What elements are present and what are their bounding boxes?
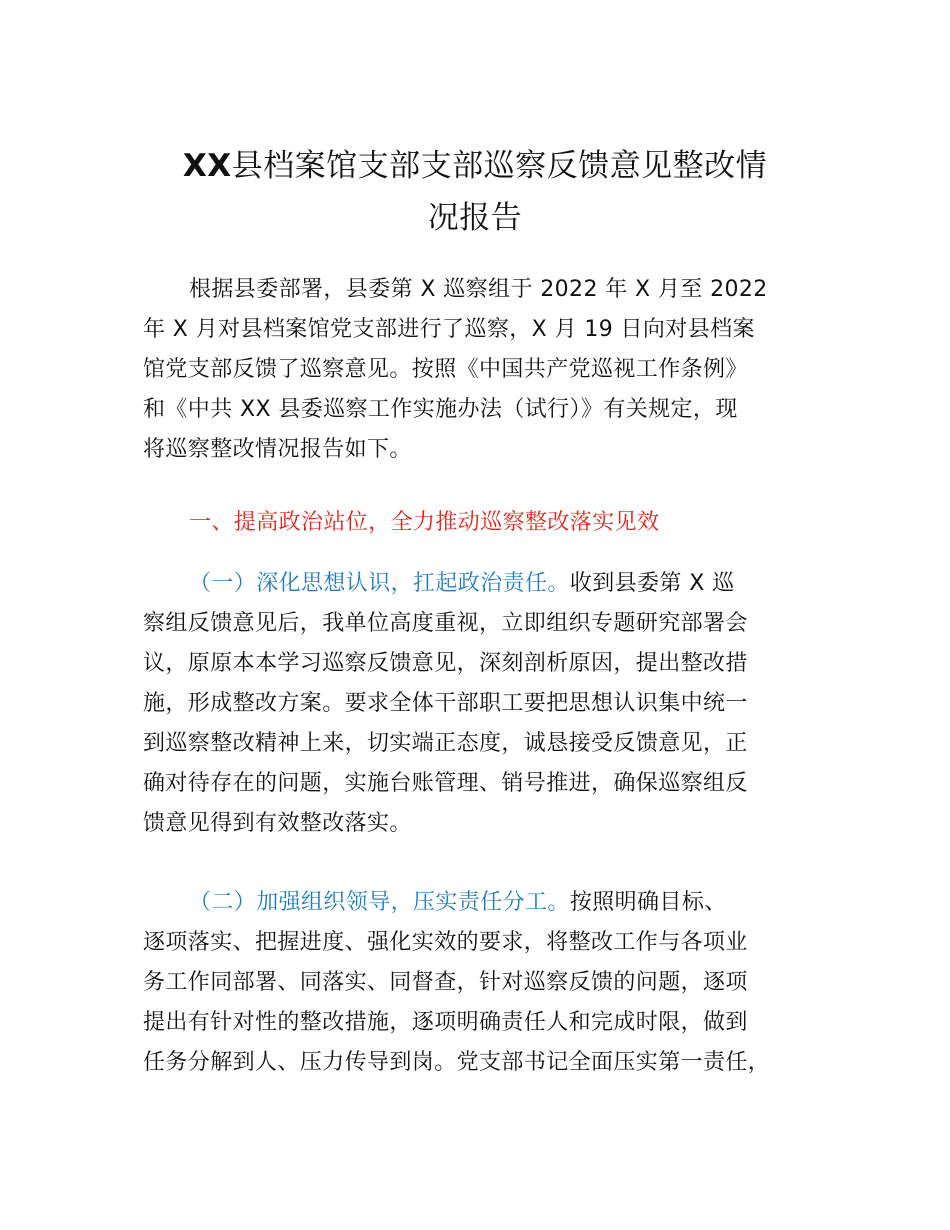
subsection-1-line: 施，形成整改方案。要求全体干部职工要把思想认识集中统一 [143, 691, 748, 716]
section-heading-1: 一、提高政治站位，全力推动巡察整改落实见效 [189, 510, 660, 535]
intro-line: 根据县委部署，县委第 X 巡察组于 2022 年 X 月至 2022 [189, 277, 768, 302]
subsection-2-line: 任务分解到人、压力传导到岗。党支部书记全面压实第一责任， [143, 1050, 771, 1075]
subsection-2-first-text: 按照明确目标、 [569, 890, 727, 915]
subsection-1-first-line [143, 564, 823, 604]
intro-line: 年 X 月对县档案馆党支部进行了巡察，X 月 19 日向对县档案 [143, 317, 755, 342]
subsection-2-line: 务工作同部署、同落实、同督查，针对巡察反馈的问题，逐项 [143, 970, 748, 995]
document-title-line-1 [140, 143, 810, 189]
subsection-2-line: 提出有针对性的整改措施，逐项明确责任人和完成时限，做到 [143, 1010, 748, 1035]
intro-line: 将巡察整改情况报告如下。 [143, 437, 412, 462]
subsection-2-first-line [143, 883, 823, 923]
document-title-line-2: 况报告 [427, 200, 523, 236]
subsection-1-line: 察组反馈意见后，我单位高度重视，立即组织专题研究部署会 [143, 611, 748, 636]
subsection-1-line: 确对待存在的问题，实施台账管理、销号推进，确保巡察组反 [143, 771, 748, 796]
intro-line: 馆党支部反馈了巡察意见。按照《中国共产党巡视工作条例》 [143, 357, 748, 382]
title-text-part: 县档案馆支部支部巡察反馈意见整改情 [231, 148, 768, 184]
subsection-2-line: 逐项落实、把握进度、强化实效的要求，将整改工作与各项业 [143, 930, 748, 955]
subsection-2-heading: （二）加强组织领导，压实责任分工。 [189, 890, 570, 915]
title-latin-part: XX [182, 148, 232, 184]
subsection-1-line: 馈意见得到有效整改落实。 [143, 811, 412, 836]
subsection-1-first-text: 收到县委第 X 巡 [569, 571, 735, 596]
intro-paragraph [143, 270, 823, 470]
subsection-1-heading: （一）深化思想认识，扛起政治责任。 [189, 571, 570, 596]
intro-line: 和《中共 XX 县委巡察工作实施办法（试行）》有关规定，现 [143, 397, 738, 422]
subsection-1-line: 议，原原本本学习巡察反馈意见，深刻剖析原因，提出整改措 [143, 651, 748, 676]
subsection-1-paragraph [143, 564, 823, 844]
subsection-1-line: 到巡察整改精神上来，切实端正态度，诚恳接受反馈意见，正 [143, 731, 748, 756]
subsection-2-paragraph [143, 883, 823, 1083]
